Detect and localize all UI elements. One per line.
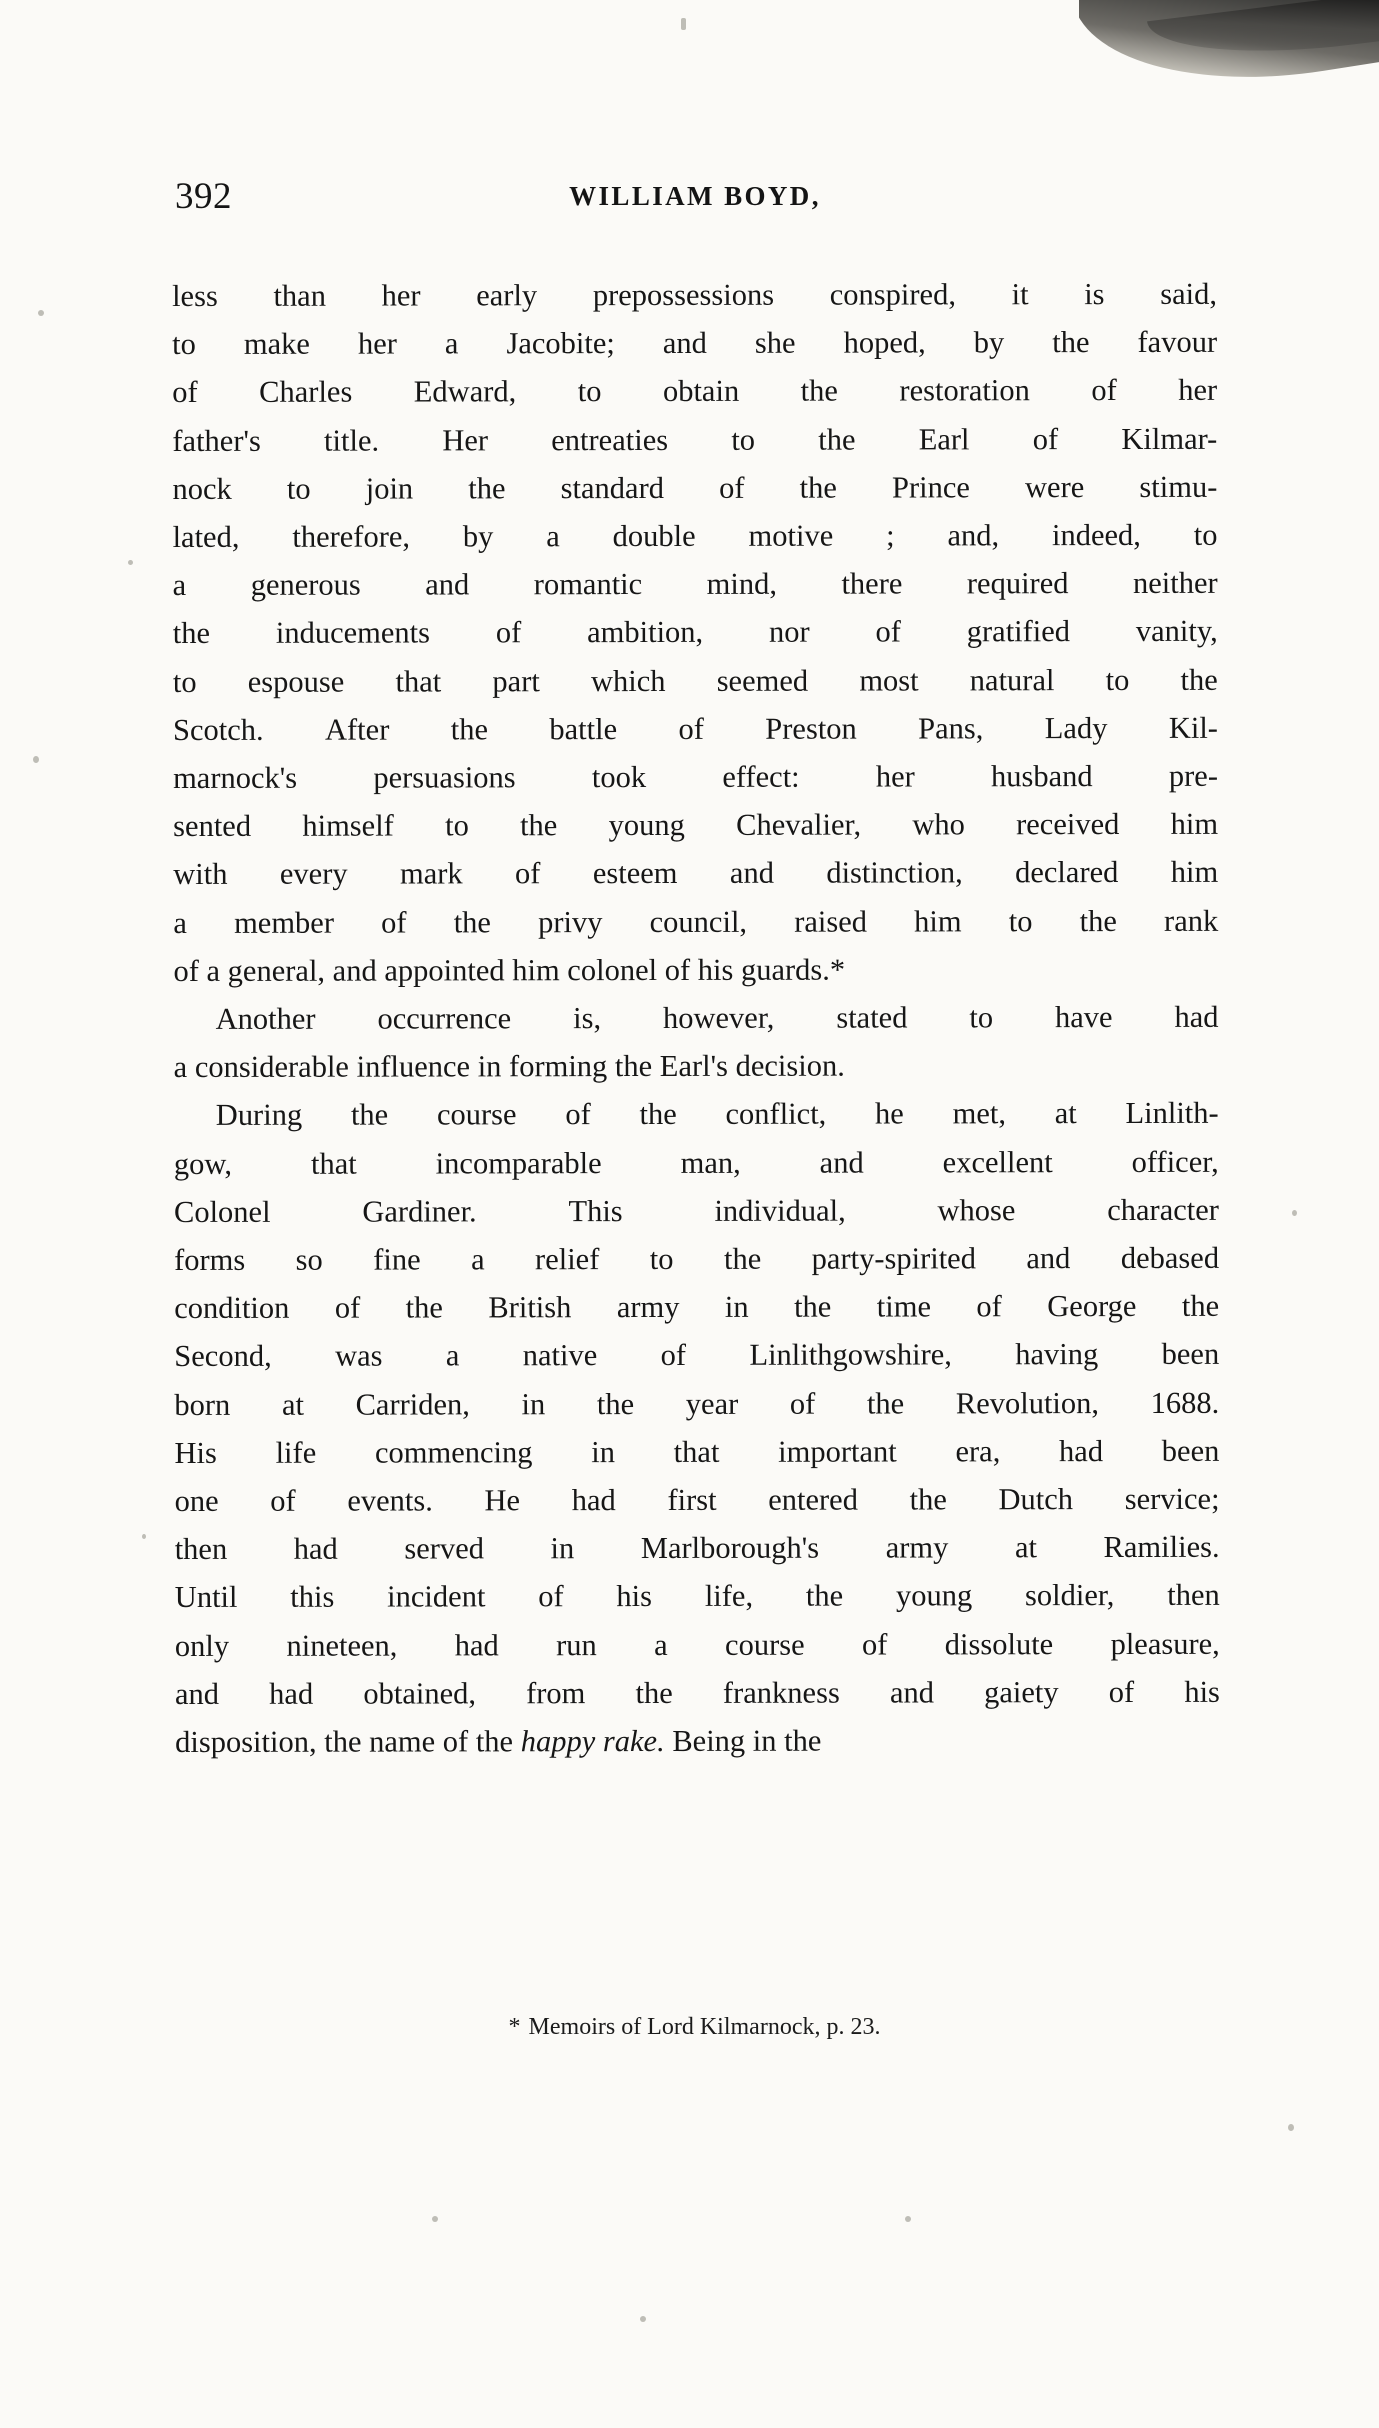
word: one (174, 1483, 219, 1519)
word: army (616, 1290, 680, 1325)
word: neither (1132, 566, 1218, 601)
word: took (591, 760, 647, 795)
text-line (174, 1234, 1219, 1284)
word: a (471, 1242, 485, 1277)
text-line: of a general, and appointed him colonel of his guards.* (173, 952, 846, 988)
word: condition (174, 1291, 290, 1326)
word: entreaties (551, 422, 669, 457)
word: lated, (172, 519, 240, 555)
word: in (591, 1434, 615, 1469)
word: been (1161, 1433, 1220, 1468)
word: the (794, 1289, 832, 1324)
word: by (462, 519, 494, 554)
word: the (1180, 662, 1218, 697)
word: this (290, 1580, 335, 1615)
word: the (909, 1482, 947, 1517)
word: a (444, 326, 459, 361)
word: conflict, (725, 1097, 827, 1132)
word: to (731, 422, 756, 457)
word: Chevalier, (736, 807, 862, 843)
word: and (819, 1145, 864, 1180)
word: of (861, 1627, 888, 1662)
word: to (1105, 662, 1130, 697)
word: been (1161, 1337, 1220, 1372)
word: Linlithgowshire, (749, 1337, 952, 1373)
word: Second, (174, 1339, 272, 1374)
word: party-spirited (811, 1241, 976, 1276)
word: that (673, 1434, 720, 1469)
word: of (495, 615, 522, 650)
word: entered (768, 1482, 858, 1517)
word: Jacobite; (506, 326, 615, 361)
footnote (172, 2010, 1217, 2044)
text-line (173, 848, 1218, 898)
word: young (895, 1578, 973, 1613)
word: army (885, 1530, 949, 1565)
word: Dutch (998, 1482, 1074, 1517)
word: said, (1160, 276, 1217, 311)
text-line (173, 559, 1218, 609)
word: title. (324, 423, 380, 458)
text-line (173, 800, 1218, 850)
text-line (174, 1186, 1219, 1236)
word: have (1054, 1000, 1113, 1035)
word: motive (748, 518, 834, 553)
word: of (172, 375, 198, 410)
word: Lady (1044, 710, 1108, 746)
word: Gardiner. (362, 1194, 477, 1229)
word: Kilmar- (1121, 421, 1218, 456)
word: and (729, 856, 774, 891)
word: forms (174, 1242, 246, 1278)
word: she (754, 325, 796, 360)
word: to (286, 471, 311, 506)
word: then (174, 1532, 228, 1567)
word: a (546, 519, 560, 554)
word: and (662, 326, 707, 361)
word: time (876, 1289, 932, 1324)
word: mark (399, 856, 463, 891)
word: to (969, 1000, 994, 1035)
text-line (174, 1427, 1219, 1477)
text-line (175, 1571, 1220, 1621)
word: who (912, 807, 965, 842)
word: pleasure, (1110, 1626, 1220, 1661)
text-line (173, 752, 1218, 802)
text-line (172, 270, 1217, 320)
word: him (1170, 807, 1219, 842)
word: of (334, 1290, 361, 1325)
word: the (639, 1097, 677, 1132)
text-line (173, 607, 1218, 657)
word: that (395, 664, 442, 699)
word: received (1016, 807, 1120, 842)
word: British (488, 1290, 572, 1325)
word: commencing (374, 1435, 533, 1470)
word: were (1024, 469, 1085, 505)
word: of (875, 614, 901, 649)
word: her (875, 759, 915, 794)
word: Charles (259, 375, 353, 410)
word: year (685, 1386, 739, 1421)
word: persuasions (373, 760, 516, 795)
word: Until (174, 1580, 238, 1615)
word: and (174, 1676, 220, 1711)
word: mind, (706, 566, 778, 602)
word: ambition, (587, 615, 704, 650)
word: Kil- (1168, 710, 1218, 745)
word: than (273, 278, 326, 313)
word: his (616, 1579, 653, 1614)
word: was (335, 1339, 383, 1374)
word: romantic (533, 567, 643, 602)
word: whose (937, 1193, 1016, 1228)
word: effect: (722, 759, 800, 794)
word: to (445, 808, 469, 843)
word: him (1170, 855, 1219, 890)
word: therefore, (292, 519, 411, 554)
word: standard (560, 470, 665, 505)
word: only (174, 1628, 230, 1663)
word: Marlborough's (640, 1530, 820, 1566)
word: double (612, 518, 696, 554)
word: in (724, 1290, 749, 1325)
word: of (1108, 1674, 1135, 1709)
word: then (1167, 1578, 1220, 1613)
word: which (590, 663, 666, 698)
word: espouse (247, 664, 345, 699)
word: individual, (714, 1193, 846, 1228)
text-line (174, 1378, 1219, 1428)
word: Revolution, (955, 1385, 1100, 1421)
word: hoped, (843, 325, 926, 360)
word: marnock's (173, 760, 298, 796)
word: life (275, 1435, 317, 1470)
word: excellent (942, 1144, 1053, 1180)
word: so (295, 1242, 323, 1277)
word: distinction, (826, 855, 963, 891)
word: to (1008, 903, 1033, 938)
word: her (1178, 373, 1218, 408)
word: nor (768, 615, 810, 650)
text-line (172, 366, 1217, 416)
footnote-text: Memoirs of Lord Kilmarnock, p. 23. (528, 2014, 881, 2040)
word: dissolute (944, 1626, 1054, 1662)
word: frankness (722, 1675, 840, 1710)
word: obtained, (363, 1676, 477, 1711)
word: himself (302, 808, 394, 843)
word: inducements (275, 615, 431, 651)
word: of (381, 905, 407, 940)
final-line-part-1: disposition, the name of the (175, 1724, 521, 1760)
word: course (436, 1097, 517, 1132)
word: the (172, 616, 211, 651)
word: and (1026, 1241, 1071, 1276)
word: debased (1120, 1240, 1220, 1276)
word: generous (250, 567, 361, 603)
word: George (1047, 1289, 1137, 1324)
word: of (565, 1097, 591, 1132)
word: the (405, 1290, 443, 1325)
word: the (800, 374, 838, 409)
word: part (492, 663, 540, 698)
word: the (1079, 903, 1117, 938)
word: natural (969, 662, 1055, 697)
word: esteem (592, 856, 678, 891)
word: early (476, 278, 538, 313)
word: from (526, 1676, 586, 1711)
word: the (866, 1386, 905, 1421)
word: Pans, (918, 711, 984, 746)
word: sented (173, 809, 252, 844)
word: the (1181, 1289, 1220, 1324)
word: Her (442, 422, 489, 458)
text-line (174, 993, 1219, 1043)
word: join (365, 471, 414, 506)
word: He (484, 1483, 521, 1518)
word: Scotch. (172, 712, 264, 747)
word: a (654, 1627, 668, 1662)
word: in (521, 1386, 546, 1421)
word: incomparable (435, 1145, 602, 1181)
word: most (859, 663, 919, 698)
word: met, (952, 1096, 1006, 1131)
word: indeed, (1051, 517, 1141, 553)
word: During (215, 1098, 303, 1133)
word: a (172, 568, 187, 603)
word: the (450, 712, 489, 747)
paragraph-3 (174, 1089, 1220, 1766)
word: young (608, 808, 685, 843)
word: Edward, (413, 374, 517, 409)
word: however, (662, 1000, 775, 1036)
word: a (173, 905, 187, 940)
word: of (514, 856, 541, 891)
word: Carriden, (355, 1387, 470, 1422)
text-line (175, 1523, 1220, 1573)
word: at (1014, 1530, 1037, 1565)
word: father's (172, 423, 261, 458)
word: of (270, 1483, 296, 1518)
word: ; (886, 518, 895, 553)
word: to (649, 1242, 674, 1277)
word: events. (347, 1483, 433, 1518)
text-line (172, 414, 1217, 464)
word: that (310, 1146, 357, 1181)
word: to (172, 664, 197, 699)
word: had (454, 1628, 499, 1663)
word: gratified (966, 614, 1071, 649)
word: make (243, 326, 310, 362)
paragraph-2 (174, 993, 1219, 1092)
word: he (874, 1096, 904, 1131)
word: the (350, 1098, 389, 1133)
word: every (279, 857, 348, 892)
page-number: 392 (175, 176, 232, 217)
body-text (172, 270, 1220, 1766)
word: raised (794, 904, 868, 939)
word: him (914, 903, 962, 939)
word: incident (387, 1579, 486, 1615)
word: of (789, 1386, 816, 1421)
footnote-marker: * (508, 2014, 521, 2040)
word: favour (1137, 325, 1218, 360)
text-line (175, 1475, 1220, 1525)
word: and (889, 1675, 935, 1710)
word: council, (649, 904, 748, 939)
word: the (635, 1675, 673, 1710)
word: character (1107, 1192, 1219, 1227)
word: had (269, 1676, 314, 1711)
word: stated (836, 1000, 908, 1035)
paragraph-1 (172, 270, 1219, 995)
text-line (173, 896, 1218, 946)
word: obtain (662, 374, 740, 409)
word: with (173, 857, 228, 892)
word: privy (538, 904, 603, 939)
text-line: a considerable influence in forming the Earl's decision. (173, 1048, 845, 1085)
text-line (173, 511, 1218, 561)
word: in (550, 1531, 575, 1566)
word: it (1011, 277, 1029, 312)
text-line (175, 1619, 1220, 1669)
word: of (1091, 373, 1117, 408)
word: the (468, 471, 506, 506)
word: to (1193, 517, 1218, 552)
word: pre- (1168, 758, 1219, 793)
word: the (799, 470, 837, 505)
word: occurrence (377, 1001, 512, 1036)
final-line-italic: happy rake. (520, 1724, 665, 1759)
word: the (453, 904, 491, 940)
word: After (324, 712, 390, 747)
word: the (596, 1386, 635, 1421)
word: service; (1124, 1481, 1220, 1517)
text-line (173, 655, 1218, 705)
word: of (719, 470, 745, 505)
word: conspired, (829, 277, 956, 312)
word: battle (549, 711, 618, 747)
word: gow, (173, 1146, 233, 1181)
word: rank (1163, 903, 1219, 938)
word: soldier, (1024, 1578, 1115, 1613)
word: era, (955, 1434, 1001, 1469)
word: and, (947, 518, 1000, 553)
word: the (805, 1579, 844, 1614)
word: there (841, 566, 903, 601)
word: Linlith- (1125, 1096, 1219, 1131)
word: man, (680, 1145, 741, 1180)
page-header (175, 175, 1215, 219)
text-line (172, 318, 1217, 368)
word: Ramilies. (1103, 1530, 1220, 1565)
word: restoration (899, 373, 1030, 408)
word: stimu- (1139, 469, 1218, 504)
word: nock (172, 471, 232, 506)
word: of (538, 1579, 564, 1614)
word: required (966, 566, 1069, 601)
word: her (357, 326, 397, 361)
word: Preston (765, 711, 857, 746)
word: husband (990, 759, 1093, 794)
word: run (556, 1627, 597, 1662)
word: served (404, 1531, 485, 1566)
word: and (425, 567, 470, 602)
word: Colonel (173, 1194, 271, 1229)
word: the (1052, 325, 1090, 360)
text-line (174, 1330, 1219, 1380)
text-line (174, 1137, 1219, 1187)
final-line-part-3: Being in the (664, 1723, 822, 1759)
word: relief (534, 1242, 600, 1277)
word: first (667, 1482, 717, 1518)
word: of (1032, 421, 1059, 456)
word: native (522, 1338, 598, 1373)
text-line (175, 1668, 1220, 1718)
text-line (174, 1089, 1219, 1139)
running-head: WILLIAM BOYD, (569, 181, 821, 211)
word: prepossessions (592, 277, 775, 313)
word: at (1054, 1096, 1077, 1131)
word: 1688. (1150, 1385, 1220, 1420)
word: born (174, 1387, 231, 1422)
word: her (381, 278, 421, 313)
word: seemed (716, 663, 809, 698)
word: of (678, 711, 704, 746)
text-line (172, 463, 1217, 513)
word: is, (573, 1001, 602, 1036)
word: Another (215, 1001, 316, 1036)
word: gaiety (984, 1675, 1059, 1710)
word: had (1058, 1433, 1104, 1469)
word: life, (704, 1579, 754, 1614)
word: vanity, (1135, 614, 1218, 649)
word: nineteen, (286, 1628, 398, 1663)
word: of (660, 1338, 687, 1373)
word: to (577, 374, 602, 409)
word: course (724, 1627, 805, 1662)
word: officer, (1131, 1144, 1219, 1179)
word: had (1174, 999, 1219, 1034)
word: of (976, 1289, 1002, 1324)
text-line (173, 704, 1218, 754)
word: is (1084, 277, 1105, 312)
word: his (1184, 1674, 1220, 1709)
word: fine (373, 1242, 421, 1277)
word: to (172, 327, 196, 362)
word: having (1015, 1337, 1099, 1372)
word: Prince (891, 470, 970, 505)
word: important (778, 1434, 897, 1469)
text-line (174, 1282, 1219, 1332)
word: member (234, 905, 335, 940)
word: the (520, 808, 558, 843)
text-line-final (175, 1716, 1220, 1766)
word: had (571, 1483, 616, 1518)
word: the (723, 1241, 762, 1276)
word: less (172, 278, 218, 313)
word: This (568, 1193, 623, 1229)
word: the (818, 422, 856, 457)
word: a (445, 1338, 460, 1373)
word: Earl (918, 421, 970, 457)
word: had (293, 1531, 338, 1567)
word: at (281, 1387, 304, 1422)
word: declared (1015, 855, 1119, 890)
word: by (973, 325, 1005, 360)
word: His (174, 1435, 217, 1470)
